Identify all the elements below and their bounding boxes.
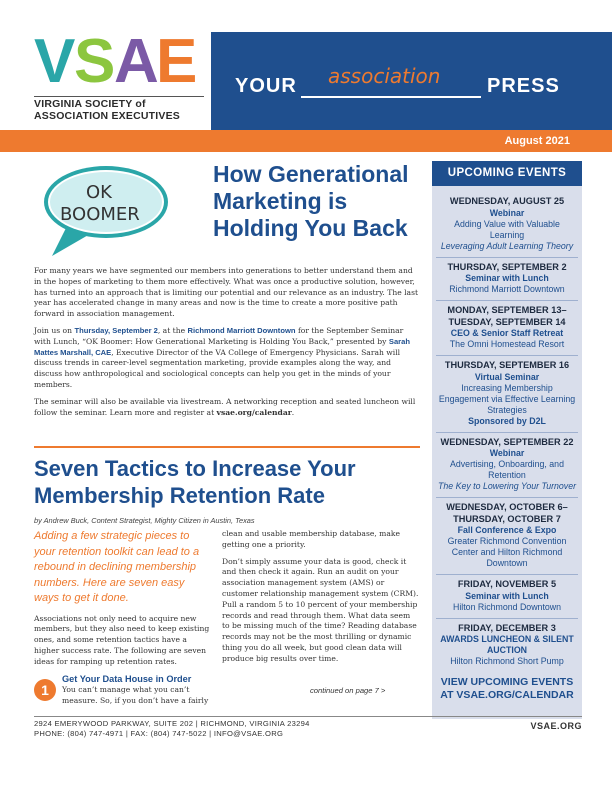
event-type: Fall Conference & Expo <box>457 525 557 535</box>
footer-divider <box>34 716 582 717</box>
article2-col2-paragraph-1: clean and usable membership database, make getting one a priority. <box>222 529 400 549</box>
event-item[interactable] <box>436 301 578 356</box>
logo-letters: V S A E <box>34 27 196 96</box>
upcoming-events-sidebar <box>432 161 582 719</box>
event-sponsor: Sponsored by D2L <box>468 415 546 426</box>
article1-paragraph-3: The seminar will also be available via livestream. A networking reception and seated luncheon will follow the seminar. Learn more and register at vsae.org/calendar. <box>34 396 416 417</box>
footer-address: 2924 EMERYWOOD PARKWAY, SUITE 202 | RICHMOND, VIRGINIA 23294 <box>34 719 310 728</box>
event-date: THURSDAY, SEPTEMBER 2 <box>447 261 567 272</box>
tip-title: Get Your Data House in Order <box>62 674 192 685</box>
event-date: WEDNESDAY, OCTOBER 6– THURSDAY, OCTOBER 7 <box>446 502 568 524</box>
event-type: Webinar <box>489 448 525 458</box>
masthead-title-right: PRESS <box>487 75 560 97</box>
event-item[interactable] <box>436 433 578 499</box>
event-type: Webinar <box>489 207 525 218</box>
sidebar-heading: UPCOMING EVENTS <box>432 161 582 186</box>
bubble-text-boomer: BOOMER <box>60 204 140 225</box>
event-item[interactable] <box>436 356 578 433</box>
event-type: Virtual Seminar <box>474 371 540 382</box>
event-venue: Richmond Marriott Downtown <box>187 325 296 335</box>
tip-text: You can’t manage what you can’t measure. So, if you don’t have a fairly <box>62 685 209 706</box>
event-type: CEO & Senior Staff Retreat <box>450 328 564 338</box>
speaker-name: Sarah Mattes Marshall, CAE <box>34 336 410 357</box>
event-date: WEDNESDAY, AUGUST 25 <box>449 196 565 206</box>
article2-lead: Adding a few strategic pieces to your retention toolkit can lead to a rebound in declining membership numbers. Here are seven easy ways to get it done. <box>34 530 200 604</box>
article1-title: How Generational Marketing is Holding You Back <box>213 161 409 241</box>
event-venue: Greater Richmond Convention Center and Hilton Richmond Downtown <box>447 536 567 568</box>
event-venue: Hilton Richmond Downtown <box>452 601 562 612</box>
event-date: WEDNESDAY, SEPTEMBER 22 <box>440 436 574 447</box>
events-list <box>432 186 582 672</box>
calendar-link[interactable]: vsae.org/calendar <box>216 407 292 417</box>
article2-title: Seven Tactics to Increase Your Membership Retention Rate <box>34 456 356 508</box>
event-title: Adding Value with Valuable Learning <box>454 218 560 240</box>
event-venue: The Omni Homestead Resort <box>449 339 565 349</box>
article2-paragraph-1: Associations not only need to acquire new members, but they also need to keep existing ones, and some retention tactics have a higher success rate. The following are seven ideas for ramping up retention rates. <box>34 613 210 666</box>
article1-body <box>34 266 420 424</box>
article2-col2-paragraph-2: Don’t simply assume your data is good, check it and then check it again. Run an audit on your association management system (AMS) or customer relationship management system (CRM). Pull a random 5 to 10 percent of your membership records and read through them. What data seem to be missing much of the time? Reading database records may not be the most thrilling or dynamic thing you do all week, but good clean data will produce big results over time. <box>222 556 419 663</box>
article2-column-2 <box>222 529 420 671</box>
view-events-link[interactable]: VIEW UPCOMING EVENTS AT VSAE.ORG/CALENDAR <box>440 676 574 701</box>
footer-contact <box>34 719 310 739</box>
footer-website-link[interactable]: VSAE.ORG <box>530 721 582 731</box>
event-type: Seminar with Lunch <box>465 590 549 601</box>
event-date: FRIDAY, NOVEMBER 5 <box>457 579 557 589</box>
event-venue: Hilton Richmond Short Pump <box>450 656 564 666</box>
event-date: FRIDAY, DECEMBER 3 <box>458 622 556 633</box>
logo-line2: ASSOCIATION EXECUTIVES <box>34 110 180 122</box>
issue-date: August 2021 <box>504 135 570 147</box>
article-divider <box>34 446 420 448</box>
event-title: Increasing Membership Engagement via Effective Learning Strategies <box>438 382 576 415</box>
event-date: THURSDAY, SEPTEMBER 16 <box>444 360 570 370</box>
article1-paragraph-1: For many years we have segmented our members into generations to better understand them and in the hopes of marketing to them more effectively. What was once a productive solution, however, has turned into an approach that is limiting our potential and our relevance as an industry. The last year has accelerated change in many areas and now is the time to create a more positive path forward in association management. <box>34 266 419 319</box>
event-venue: Richmond Marriott Downtown <box>449 284 565 294</box>
logo-line1: VIRGINIA SOCIETY of <box>34 98 146 110</box>
event-item[interactable] <box>436 498 578 575</box>
event-date: MONDAY, SEPTEMBER 13– TUESDAY, SEPTEMBER 14 <box>447 305 567 327</box>
event-item[interactable] <box>436 258 578 302</box>
event-date-link: Thursday, September 2 <box>74 325 158 335</box>
tip-1 <box>34 673 210 707</box>
event-item[interactable] <box>436 575 578 619</box>
ok-boomer-speech-bubble-icon <box>38 160 198 260</box>
event-type: Seminar with Lunch <box>465 273 549 283</box>
event-subtitle: The Key to Lowering Your Turnover <box>437 481 577 491</box>
footer-phone-fax-email: PHONE: (804) 747-4971 | FAX: (804) 747-5022 | INFO@VSAE.ORG <box>34 729 284 738</box>
masthead-banner <box>211 32 612 130</box>
article2-byline: by Andrew Buck, Content Strategist, Mighty Citizen in Austin, Texas <box>34 516 255 525</box>
event-subtitle: Leveraging Adult Learning Theory <box>440 240 574 251</box>
vsae-logo <box>34 27 204 122</box>
bubble-text-ok: OK <box>86 182 112 203</box>
masthead-title-left: YOUR <box>235 75 297 97</box>
continued-link[interactable]: continued on page 7 > <box>310 686 386 695</box>
article1-paragraph-2: Join us on Thursday, September 2, at the Richmond Marriott Downtown for the September Seminar with Lunch, “OK Boomer: How Generational Marketing is Holding You Back,” presented by Sarah Mattes Marshall, CAE, Executive Director of the VA College of Emergency Physicians. Sarah will discuss trends in career-level segmentation marketing, provide examples along the way, and discuss how anthropological and sociological concepts can help you get in the minds of your members. <box>34 325 410 389</box>
article2-column-1 <box>34 529 210 713</box>
event-type: AWARDS LUNCHEON & SILENT AUCTION <box>440 634 574 655</box>
masthead-script-word: association <box>328 64 441 88</box>
event-title: Advertising, Onboarding, and Retention <box>450 459 564 480</box>
event-item[interactable] <box>436 619 578 673</box>
tip-number-badge: 1 <box>34 679 56 701</box>
event-item[interactable] <box>436 192 578 258</box>
